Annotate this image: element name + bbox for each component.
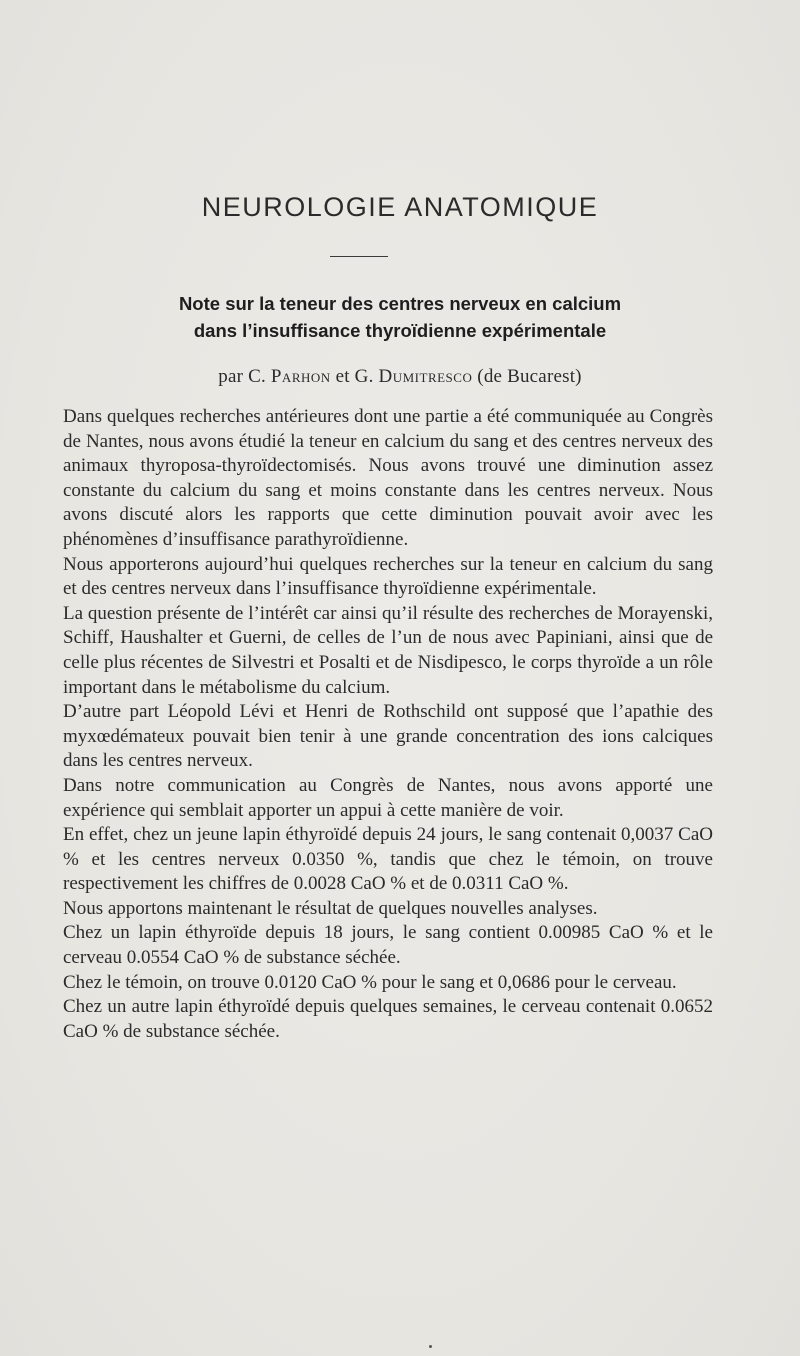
paragraph-6: En effet, chez un jeune lapin éthyroïdé depuis 24 jours, le sang contenait 0,0037 CaO % et les centres nerveux 0.0350 %, tandis que chez le témoin, on trouve respectivement les chiffres de 0.0028 CaO % et de 0.0311 CaO %. (63, 824, 713, 895)
page-mark (429, 1345, 432, 1348)
article-body (63, 405, 713, 1044)
article-title (0, 290, 800, 344)
paragraph-4: D’autre part Léopold Lévi et Henri de Rothschild ont supposé que l’apathie des myxœdémateux pouvait bien tenir à une grande concentration des ions calciques dans les centres nerveux. (63, 701, 713, 772)
paragraph-3: La question présente de l’intérêt car ainsi qu’il résulte des recherches de Morayenski, Schiff, Haushalter et Guerni, de celles de l’un de nous avec Papiniani, ainsi que de celle plus récentes de Silvestri et Posalti et de Nisdipesco, le corps thyroïde a un rôle important dans le métabolisme du calcium. (63, 602, 713, 698)
paragraph-8: Chez un lapin éthyroïde depuis 18 jours, le sang contient 0.00985 CaO % et le cerveau 0.0554 CaO % de substance séchée. (63, 922, 713, 969)
author-dumitresco: Dumitresco (378, 366, 473, 387)
paragraph-9: Chez le témoin, on trouve 0.0120 CaO % pour le sang et 0,0686 pour le cerveau. (63, 971, 677, 993)
paragraph-7: Nous apportons maintenant le résultat de quelques nouvelles analyses. (63, 897, 598, 919)
paragraph-2: Nous apporterons aujourd’hui quelques recherches sur la teneur en calcium du sang et des centres nerveux dans l’insuffisance thyroïdienne expérimentale. (63, 553, 713, 600)
paragraph-10: Chez un autre lapin éthyroïdé depuis quelques semaines, le cerveau contenait 0.0652 CaO % de substance séchée. (63, 996, 713, 1042)
heading-rule (330, 256, 388, 257)
byline-place: (de Bucarest) (472, 366, 582, 387)
byline-et: et G. (330, 366, 379, 387)
paragraph-1: Dans quelques recherches antérieures dont une partie a été communiquée au Congrès de Nantes, nous avons étudié la teneur en calcium du sang et des centres nerveux des animaux thyroposa-thyroïdectomisés. Nous avons trouvé une diminution assez constante du calcium du sang et moins constante dans les centres nerveux. Nous avons discuté alors les rapports que cette diminution pouvait avoir avec les phénomènes d’insuffisance parathyroïdienne. (63, 406, 713, 550)
byline-par: par C. (218, 366, 271, 387)
section-heading: NEUROLOGIE ANATOMIQUE (201, 192, 599, 222)
article-title-line-2: dans l’insuffisance thyroïdienne expérimentale (193, 320, 607, 341)
author-parhon: Parhon (270, 366, 331, 387)
article-title-line-1: Note sur la teneur des centres nerveux en calcium (178, 293, 622, 314)
byline (0, 366, 800, 388)
paragraph-5: Dans notre communication au Congrès de Nantes, nous avons apporté une expérience qui semblait apporter un appui à cette manière de voir. (63, 774, 713, 821)
